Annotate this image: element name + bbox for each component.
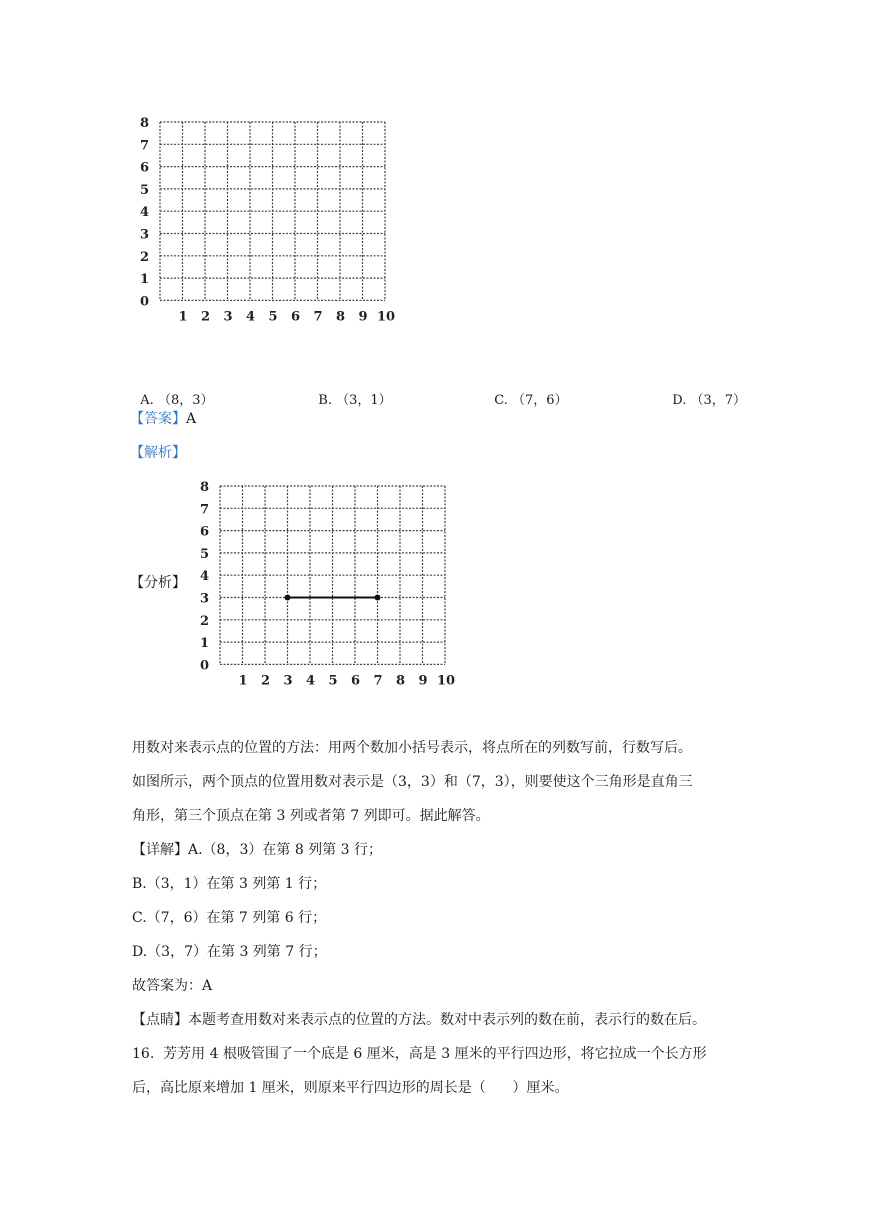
detail-line-c: C.（7，6）在第 7 列第 6 行； — [132, 910, 327, 926]
grid2-x-tick-label: 8 — [396, 673, 406, 689]
grid2-x-tick-label: 10 — [437, 673, 456, 689]
option-a — [132, 374, 213, 408]
grid2-y-tick-label: 4 — [200, 569, 210, 585]
grid2-x-tick-label: 4 — [306, 673, 316, 689]
grid1-y-tick-label: 6 — [140, 160, 150, 176]
fenxi-label: 【分析】 — [130, 575, 186, 591]
option-b-letter: B. — [318, 393, 332, 408]
option-a-letter: A. — [140, 393, 154, 408]
jiexi-label: 【解析】 — [130, 445, 186, 461]
option-d — [664, 374, 746, 408]
grid2-x-tick-label: 5 — [328, 673, 338, 689]
grid1-x-tick-label: 1 — [178, 309, 188, 325]
question-16-line-2: 后，高比原来增加 1 厘米，则原来平行四边形的周长是（ ）厘米。 — [132, 1080, 569, 1096]
grid2-y-tick-label: 5 — [200, 546, 210, 562]
grid2-y-tick-label: 8 — [200, 480, 210, 495]
grid1-y-tick-label: 7 — [140, 138, 150, 154]
grid2-x-tick-label: 9 — [418, 673, 428, 689]
grid1-x-tick-label: 2 — [201, 309, 211, 325]
detail-line-d: D.（3，7）在第 3 列第 7 行； — [132, 944, 327, 960]
grid2-y-tick-label: 6 — [200, 524, 210, 540]
option-b-value: （3，1） — [336, 393, 392, 408]
detail-line-b: B.（3，1）在第 3 列第 1 行； — [132, 876, 327, 892]
grid1-x-tick-label: 5 — [268, 309, 278, 325]
grid2-y-tick-label: 1 — [200, 636, 210, 652]
analysis-line-1: 用数对来表示点的位置的方法：用两个数加小括号表示，将点所在的列数写前，行数写后。 — [132, 740, 692, 756]
grid1-y-tick-label: 1 — [140, 272, 150, 288]
grid1-y-tick-label: 4 — [140, 205, 150, 221]
option-d-value: （3，7） — [690, 393, 747, 408]
grid1-y-tick-label: 5 — [140, 182, 150, 198]
grid2-x-tick-label: 3 — [283, 673, 293, 689]
coordinate-grid-analysis — [190, 474, 460, 689]
grid2-x-tick-label: 6 — [351, 673, 361, 689]
grid2-y-tick-label: 0 — [200, 658, 210, 674]
option-d-letter: D. — [672, 393, 687, 408]
option-a-value: （8，3） — [157, 393, 214, 408]
grid1-y-tick-label: 2 — [140, 249, 150, 265]
answer-label: 【答案】 — [130, 411, 186, 427]
option-c-value: （7，6） — [512, 393, 568, 408]
option-b — [310, 374, 392, 408]
grid1-x-tick-label: 8 — [336, 309, 346, 325]
grid1-x-tick-label: 7 — [313, 309, 323, 325]
grid1-x-tick-label: 9 — [358, 309, 368, 325]
grid1-x-tick-label: 6 — [291, 309, 301, 325]
grid2-x-tick-label: 1 — [238, 673, 248, 689]
vertex-point — [285, 595, 291, 601]
dianjing-line: 【点睛】本题考查用数对来表示点的位置的方法。数对中表示列的数在前，表示行的数在后。 — [132, 1012, 706, 1028]
answer-value: A — [186, 411, 197, 427]
detail-line-a: 【详解】A.（8，3）在第 8 列第 3 行； — [132, 842, 382, 858]
grid1-y-tick-label: 8 — [140, 116, 150, 131]
grid1-x-tick-label: 4 — [246, 309, 256, 325]
answer-line — [130, 408, 196, 428]
grid1-x-tick-label: 10 — [377, 309, 396, 325]
grid2-x-tick-label: 2 — [261, 673, 271, 689]
grid2-x-tick-label: 7 — [373, 673, 383, 689]
coordinate-grid-question — [130, 110, 400, 325]
option-c — [486, 374, 568, 408]
grid2-y-tick-label: 3 — [200, 591, 210, 607]
analysis-line-3: 角形，第三个顶点在第 3 列或者第 7 列即可。据此解答。 — [132, 808, 490, 824]
final-answer-line: 故答案为：A — [132, 978, 213, 994]
grid1-x-tick-label: 3 — [223, 309, 233, 325]
grid1-y-tick-label: 3 — [140, 227, 150, 243]
grid2-y-tick-label: 2 — [200, 613, 210, 629]
grid2-y-tick-label: 7 — [200, 502, 210, 518]
analysis-line-2: 如图所示，两个顶点的位置用数对表示是（3，3）和（7，3），则要使这个三角形是直角三 — [132, 774, 693, 790]
question-16-line-1: 16. 芳芳用 4 根吸管围了一个底是 6 厘米，高是 3 厘米的平行四边形，将它拉成一个长方形 — [132, 1046, 707, 1062]
grid1-y-tick-label: 0 — [140, 294, 150, 310]
option-c-letter: C. — [494, 393, 508, 408]
vertex-point — [375, 595, 381, 601]
